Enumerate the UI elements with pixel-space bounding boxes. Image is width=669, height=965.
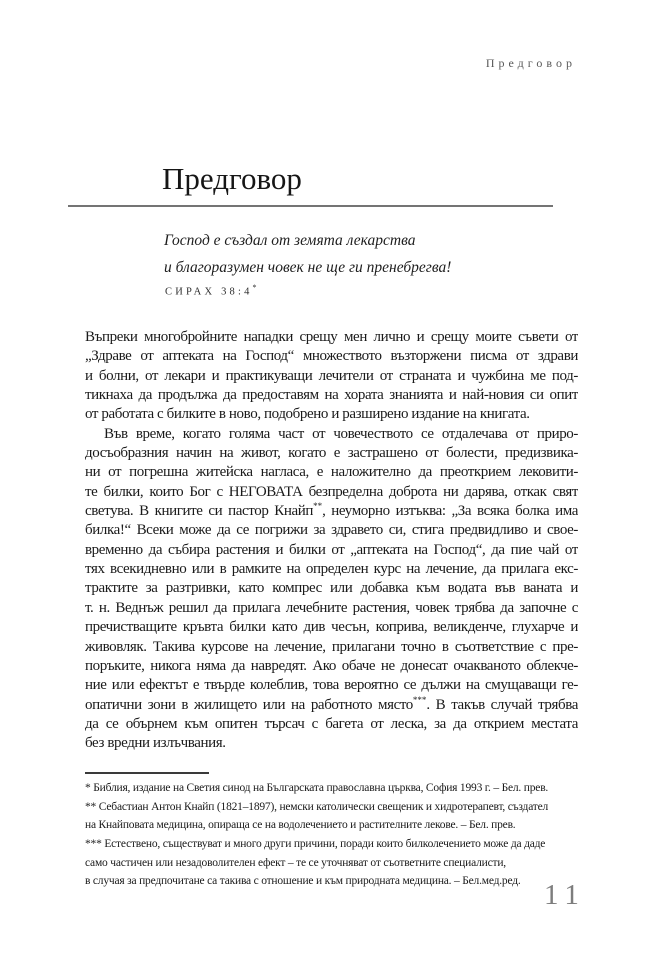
- text-line: временно да събира растения и билки от „аптеката на Господ“, да пие чай от: [85, 541, 578, 558]
- page-title: Предговор: [162, 161, 302, 196]
- text-line: тикнаха да продължа да предоставям на хората знанията и най-новия си опит: [85, 387, 578, 404]
- text-line: Въпреки многобройните нападки срещу мен лично и срещу моите съвети от: [85, 329, 578, 345]
- text-line: ние или ефектът е твърде колеблив, това вероятно се дължи на смущаващи ге-: [85, 677, 578, 694]
- text-line: Във време, когато голяма част от човечеството се отдалечава от приро-: [104, 425, 578, 442]
- text-line: тях всекидневно или в рамките на определен курс на лечение, да прилага екс-: [85, 561, 578, 578]
- text-line: без вредни излъчвания.: [85, 735, 226, 752]
- epigraph: [164, 227, 564, 281]
- footnotes: [85, 779, 582, 891]
- text-line: ни от погрешна житейска нагласа, е наложително да преоткрием лековити-: [85, 464, 578, 481]
- epigraph-line: и благоразумен човек не ще ги пренебрегва!: [164, 259, 452, 276]
- text-line: поръките, никога няма да навредят. Ако обаче не донесат очакваното облекче-: [85, 657, 578, 674]
- text-line: опатични зони в жилището или на работното място***. В такъв случай трябва: [85, 695, 578, 713]
- paragraph: [85, 328, 578, 425]
- citation-footnote-mark: *: [252, 283, 257, 292]
- title-rule: [68, 205, 553, 207]
- footnote-separator: [85, 772, 209, 774]
- text-line: „Здраве от аптеката на Господ“ множеството възторжени писма от здрави: [85, 348, 578, 365]
- text-line: трактите за разтривки, като компрес или добавка към водата във ваната и: [85, 580, 578, 597]
- text-line: и болни, от лекари и практикуващи лечители от страната и чужбина ме под-: [85, 367, 578, 384]
- footnote-line: в случая за предпочитане са такива с отношение и към природната медицина. – Бел.мед.ред.: [85, 875, 521, 888]
- footnote-line: * Библия, издание на Светия синод на Българската православна църква, София 1993 г. – Бел. прев.: [85, 782, 549, 794]
- epigraph-line: Господ е създал от земята лекарства: [164, 232, 416, 249]
- text-line: от работата с билките в ново, подобрено и разширено издание на книгата.: [85, 406, 530, 423]
- text-line: пречистващите кръвта билки като див чесън, коприва, великденче, глухарче и: [85, 619, 578, 636]
- running-header: Предговор: [485, 56, 576, 70]
- text-line: т. н. Веднъж решил да прилага лечебните растения, човек трябва да започне с: [85, 599, 578, 616]
- footnote-line: *** Естествено, съществуват и много други причини, поради които билколечението може да даде: [85, 838, 546, 851]
- text-line: да се обърнем към опитен търсач с багета от леска, за да открием местата: [85, 715, 578, 732]
- footnote-line: само частичен или незадоволителен ефект – те се уточняват от съответните специалисти,: [85, 856, 506, 869]
- text-line: светува. В книгите си пастор Кнайп**, неуморно изтъква: „За всяка болка има: [85, 502, 578, 520]
- citation-text: СИРАХ 38:4: [165, 286, 253, 298]
- footnote-line: на Кнайповата медицина, опираща се на водолечението и растителните лекове. – Бел. прев.: [85, 819, 516, 832]
- text-line: билка!“ Всеки може да се погрижи за здравето си, стига предвидливо и свое-: [85, 522, 578, 539]
- page-number: 11: [544, 879, 586, 911]
- epigraph-citation: [165, 283, 257, 298]
- paragraph: [85, 425, 578, 754]
- text-line: живовляк. Такива курсове на лечение, прилагани точно в съответствие с пре-: [85, 638, 578, 655]
- footnote-line: ** Себастиан Антон Кнайп (1821–1897), немски католически свещеник и хидротерапевт, създател: [85, 800, 549, 813]
- text-line: досъобразния начин на живот, когато е застрашено от болести, предизвика-: [85, 445, 578, 462]
- text-line: те билки, които Бог с НЕГОВАТА безпределна доброта ни дарява, откак свят: [85, 483, 578, 500]
- body-text: [85, 328, 578, 754]
